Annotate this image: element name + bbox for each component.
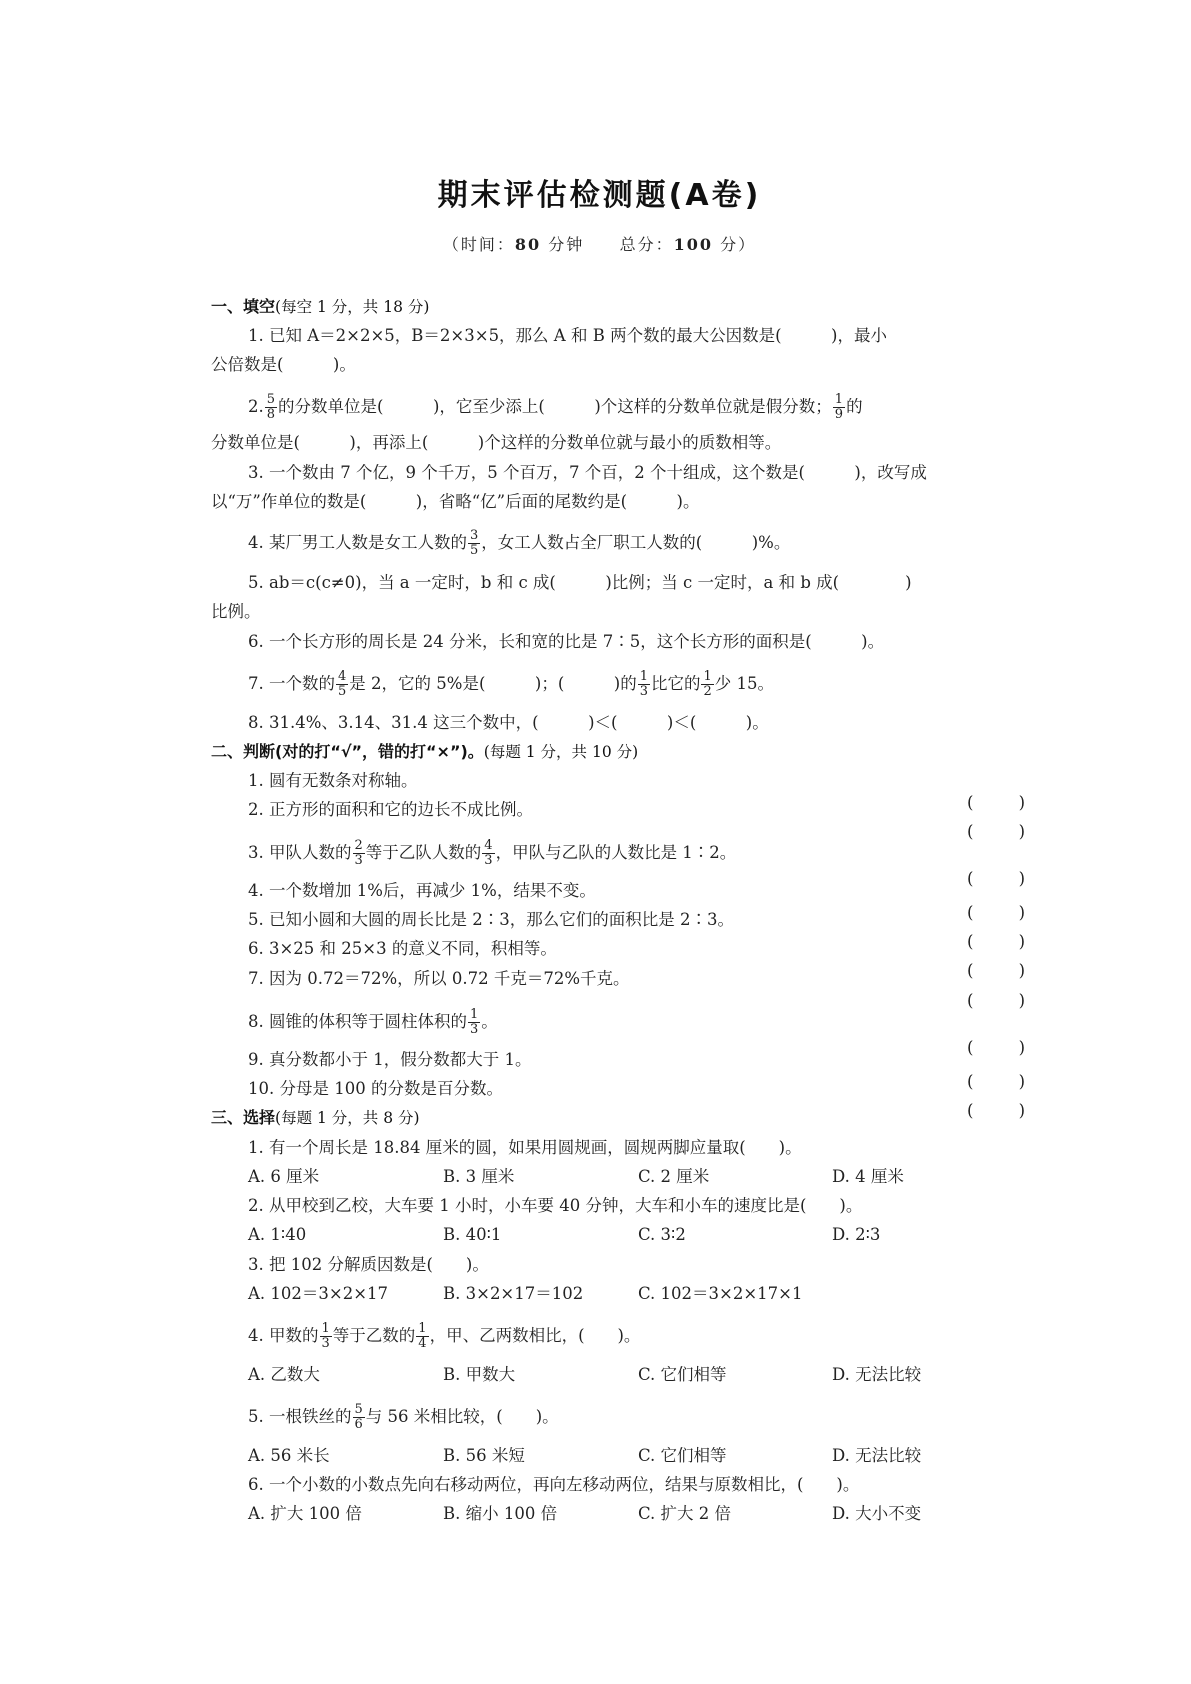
q-text: ，甲队与乙队的人数比是 1∶2。 [495, 843, 737, 862]
q-text: 8. 圆锥的体积等于圆柱体积的 [248, 1012, 467, 1031]
q-text: 少 15。 [714, 674, 775, 693]
fraction: $\frac{1}{4}$ [418, 1321, 427, 1351]
fill-q2-line1 [211, 393, 1025, 422]
option-c[interactable]: C. 扩大 2 倍 [638, 1504, 732, 1523]
option-b[interactable]: B. 40∶1 [443, 1225, 502, 1244]
fraction: $\frac{3}{5}$ [470, 528, 479, 558]
option-d[interactable]: D. 2∶3 [832, 1225, 881, 1244]
time-unit: 分钟 [548, 235, 585, 254]
answer-box[interactable]: ( ) [967, 1072, 1025, 1091]
q-text: ，女工人数占全厂职工人数的( )%。 [481, 533, 791, 552]
section-title: 二、判断(对的打“√”，错的打“×”)。 [211, 742, 484, 761]
option-b[interactable]: B. 56 米短 [443, 1446, 525, 1465]
option-c[interactable]: C. 102＝3×2×17×1 [638, 1284, 803, 1303]
option-c[interactable]: C. 3∶2 [638, 1225, 686, 1244]
q-text: 是 2，它的 5%是( )；( )的 [349, 674, 637, 693]
q-text: 的分数单位是( )，它至少添上( )个这样的分数单位就是假分数； [278, 397, 832, 416]
q-text: 的 [846, 397, 863, 416]
option-d[interactable]: D. 4 厘米 [832, 1167, 904, 1186]
section-note: (每空 1 分，共 18 分) [275, 298, 430, 316]
q-text: 与 56 米相比较，( )。 [365, 1407, 559, 1426]
option-d[interactable]: D. 无法比较 [832, 1446, 922, 1465]
option-c[interactable]: C. 2 厘米 [638, 1167, 710, 1186]
answer-box[interactable]: ( ) [967, 793, 1025, 812]
fill-q1-line2: 公倍数是( )。 [211, 355, 356, 374]
tf-item-7 [211, 968, 1025, 1010]
mc-q2-stem: 2. 从甲校到乙校，大车要 1 小时，小车要 40 分钟，大车和小车的速度比是( )。 [248, 1196, 863, 1215]
option-a[interactable]: A. 1∶40 [248, 1225, 307, 1244]
q-text: 3. 甲队人数的 [248, 843, 352, 862]
mc-q6-stem: 6. 一个小数的小数点先向右移动两位，再向左移动两位，结果与原数相比，( )。 [248, 1475, 860, 1494]
answer-box[interactable]: ( ) [967, 1038, 1025, 1057]
fill-q3-line1: 3. 一个数由 7 个亿，9 个千万，5 个百万，7 个百，2 个十组成，这个数是( )，改写成 [248, 463, 927, 482]
fill-q3-line2: 以“万”作单位的数是( )，省略“亿”后面的尾数约是( )。 [211, 492, 700, 511]
q-text: 10. 分母是 100 的分数是百分数。 [248, 1079, 503, 1098]
option-b[interactable]: B. 缩小 100 倍 [443, 1504, 558, 1523]
q-text: 。 [481, 1012, 498, 1031]
option-a[interactable]: A. 扩大 100 倍 [248, 1504, 362, 1523]
fraction: $\frac{4}{5}$ [338, 669, 347, 699]
q-text: 7. 一个数的 [248, 674, 335, 693]
fill-q5-line1: 5. ab＝c(c≠0)，当 a 一定时，b 和 c 成( )比例；当 c 一定时，a 和 b 成( ) [248, 573, 912, 592]
fill-q1-line1: 1. 已知 A＝2×2×5，B＝2×3×5，那么 A 和 B 两个数的最大公因数是( )，最小 [248, 326, 887, 345]
q-text: 4. 一个数增加 1%后，再减少 1%，结果不变。 [248, 881, 596, 900]
fill-q4 [211, 529, 1025, 558]
option-a[interactable]: A. 乙数大 [248, 1365, 320, 1384]
fraction: $\frac{4}{3}$ [484, 838, 493, 868]
fill-q7 [211, 670, 1025, 699]
q-text: 4. 甲数的 [248, 1326, 319, 1345]
fraction: $\frac{5}{6}$ [354, 1402, 363, 1432]
section-title: 三、选择 [211, 1108, 276, 1127]
answer-box[interactable]: ( ) [967, 961, 1025, 980]
section-note: (每题 1 分，共 10 分) [483, 743, 639, 761]
mc-q3-stem: 3. 把 102 分解质因数是( )。 [248, 1255, 489, 1274]
option-d[interactable]: D. 大小不变 [832, 1504, 922, 1523]
fraction: $\frac{1}{9}$ [834, 392, 844, 422]
q-text: 7. 因为 0.72＝72%，所以 0.72 千克＝72%千克。 [248, 969, 630, 988]
q-number: 2. [248, 397, 264, 416]
option-c[interactable]: C. 它们相等 [638, 1365, 727, 1384]
fraction: $\frac{2}{3}$ [354, 838, 363, 868]
fraction: $\frac{1}{3}$ [639, 669, 648, 699]
answer-box[interactable]: ( ) [967, 932, 1025, 951]
mc-q4-stem [211, 1322, 1025, 1351]
q-text: 5. 已知小圆和大圆的周长比是 2∶3，那么它们的面积比是 2∶3。 [248, 910, 734, 929]
time-value: 80 [514, 235, 542, 254]
option-a[interactable]: A. 56 米长 [248, 1446, 330, 1465]
tf-item-2 [211, 799, 1025, 841]
option-b[interactable]: B. 甲数大 [443, 1365, 516, 1384]
section-note: (每题 1 分，共 8 分) [275, 1109, 420, 1127]
page-title: 期末评估检测题(A卷) [437, 178, 762, 213]
fraction: $\frac{1}{2}$ [703, 669, 712, 699]
time-label: （时间： [442, 235, 515, 254]
fill-q8: 8. 31.4%、3.14、31.4 这三个数中，( )＜( )＜( )。 [248, 713, 769, 732]
tf-item-8 [211, 1007, 1025, 1057]
q-text: 比它的 [650, 674, 701, 693]
q-text: 5. 一根铁丝的 [248, 1407, 352, 1426]
fraction: $\frac{1}{3}$ [321, 1321, 330, 1351]
q-text: 4. 某厂男工人数是女工人数的 [248, 533, 467, 552]
mc-q5-stem [211, 1403, 1025, 1432]
score-unit: 分） [720, 235, 757, 254]
answer-box[interactable]: ( ) [967, 822, 1025, 841]
fraction: $\frac{5}{8}$ [266, 392, 276, 422]
score-label: 总分： [619, 235, 674, 254]
q-text: 等于乙队人数的 [365, 843, 482, 862]
fill-q2-line2: 分数单位是( )，再添上( )个这样的分数单位就与最小的质数相等。 [211, 433, 782, 452]
score-value: 100 [673, 235, 714, 254]
section-title: 一、填空 [211, 297, 276, 316]
option-d[interactable]: D. 无法比较 [832, 1365, 922, 1384]
answer-box[interactable]: ( ) [967, 903, 1025, 922]
answer-box[interactable]: ( ) [967, 1101, 1025, 1120]
q-text: 6. 3×25 和 25×3 的意义不同，积相等。 [248, 939, 557, 958]
option-a[interactable]: A. 102＝3×2×17 [248, 1284, 389, 1303]
q-text: 2. 正方形的面积和它的边长不成比例。 [248, 800, 533, 819]
option-b[interactable]: B. 3×2×17＝102 [443, 1284, 584, 1303]
answer-box[interactable]: ( ) [967, 991, 1025, 1010]
exam-info [211, 232, 988, 255]
option-b[interactable]: B. 3 厘米 [443, 1167, 515, 1186]
q-text: ，甲、乙两数相比，( )。 [429, 1326, 641, 1345]
option-a[interactable]: A. 6 厘米 [248, 1167, 320, 1186]
option-c[interactable]: C. 它们相等 [638, 1446, 727, 1465]
mc-q1-stem: 1. 有一个周长是 18.84 厘米的圆，如果用圆规画，圆规两脚应量取( )。 [248, 1138, 802, 1157]
fill-q6: 6. 一个长方形的周长是 24 分米，长和宽的比是 7∶5，这个长方形的面积是( )。 [248, 632, 885, 651]
tf-item-3 [211, 838, 1025, 888]
section-heading-true-false [211, 741, 988, 763]
q-text: 等于乙数的 [332, 1326, 416, 1345]
fraction: $\frac{1}{3}$ [470, 1007, 479, 1037]
fill-q5-line2: 比例。 [211, 602, 261, 621]
section-heading-multiple-choice [211, 1107, 988, 1129]
q-text: 1. 圆有无数条对称轴。 [248, 771, 418, 790]
q-text: 9. 真分数都小于 1，假分数都大于 1。 [248, 1050, 532, 1069]
answer-box[interactable]: ( ) [967, 869, 1025, 888]
section-heading-fill-blank [211, 296, 988, 318]
